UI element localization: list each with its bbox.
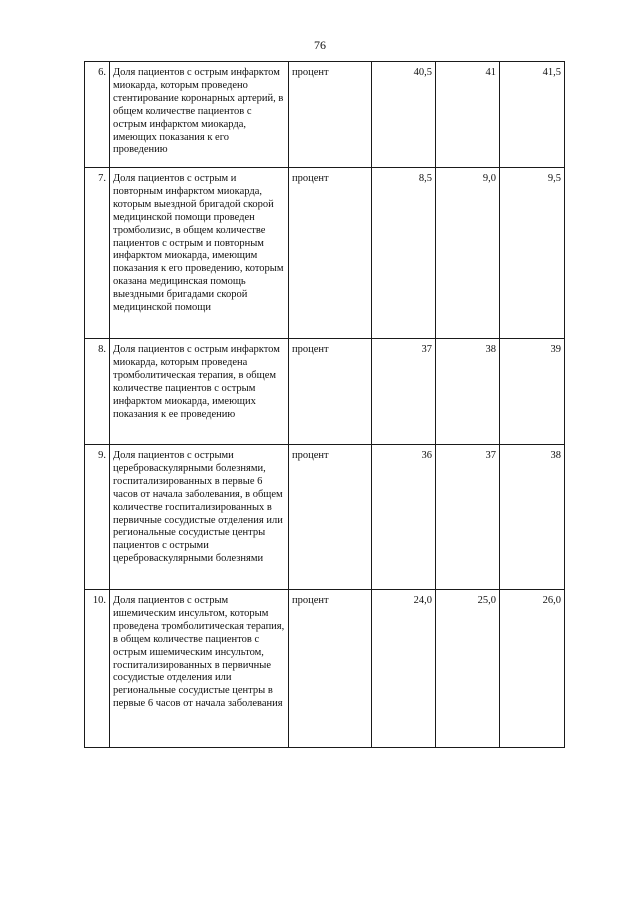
table-row	[85, 445, 565, 590]
row-number: 10.	[85, 590, 110, 748]
value-year-1: 24,0	[372, 590, 436, 748]
value-year-1: 40,5	[372, 62, 436, 168]
unit-cell: процент	[289, 168, 372, 339]
table-row	[85, 62, 565, 168]
table-row	[85, 339, 565, 445]
value-year-3: 26,0	[500, 590, 565, 748]
value-year-3: 38	[500, 445, 565, 590]
table-row	[85, 590, 565, 748]
indicator-name: Доля пациентов с острым инфарктом миокарда, которым проведено стентирование коронарных артерий, в общем количестве пациентов с острым инфарктом миокарда, имеющих показания к его проведению	[110, 62, 289, 168]
row-number: 8.	[85, 339, 110, 445]
indicator-name: Доля пациентов с острым инфарктом миокарда, которым проведена тромболитическая терапия, в общем количестве пациентов с острым инфарктом миокарда, имеющих показания к ее проведению	[110, 339, 289, 445]
indicator-name: Доля пациентов с острым ишемическим инсультом, которым проведена тромболитическая терапия, в общем количестве пациентов с острым ишемическим инсультом, госпитализированных в первичные сосудистые отделения или региональные сосудистые центры в первые 6 часов от начала заболевания	[110, 590, 289, 748]
value-year-1: 37	[372, 339, 436, 445]
value-year-3: 9,5	[500, 168, 565, 339]
table-row	[85, 168, 565, 339]
row-number: 7.	[85, 168, 110, 339]
value-year-2: 37	[436, 445, 500, 590]
value-year-2: 41	[436, 62, 500, 168]
unit-cell: процент	[289, 62, 372, 168]
indicator-name: Доля пациентов с острыми цереброваскулярными болезнями, госпитализированных в первые 6 часов от начала заболевания, в общем количестве госпитализированных в первичные сосудистые отделения или региональные сосудистые центры пациентов с острыми цереброваскулярными болезнями	[110, 445, 289, 590]
indicator-name: Доля пациентов с острым и повторным инфарктом миокарда, которым выездной бригадой скорой медицинской помощи проведен тромболизис, в общем количестве пациентов с острым и повторным инфарктом миокарда, имеющим показания к его проведению, которым оказана медицинская помощь выездными бригадами скорой медицинской помощи	[110, 168, 289, 339]
value-year-3: 39	[500, 339, 565, 445]
unit-cell: процент	[289, 339, 372, 445]
indicators-table	[84, 61, 565, 748]
row-number: 6.	[85, 62, 110, 168]
unit-cell: процент	[289, 445, 372, 590]
row-number: 9.	[85, 445, 110, 590]
value-year-2: 38	[436, 339, 500, 445]
value-year-1: 36	[372, 445, 436, 590]
page-number: 76	[314, 38, 326, 52]
value-year-3: 41,5	[500, 62, 565, 168]
value-year-2: 9,0	[436, 168, 500, 339]
value-year-2: 25,0	[436, 590, 500, 748]
value-year-1: 8,5	[372, 168, 436, 339]
unit-cell: процент	[289, 590, 372, 748]
